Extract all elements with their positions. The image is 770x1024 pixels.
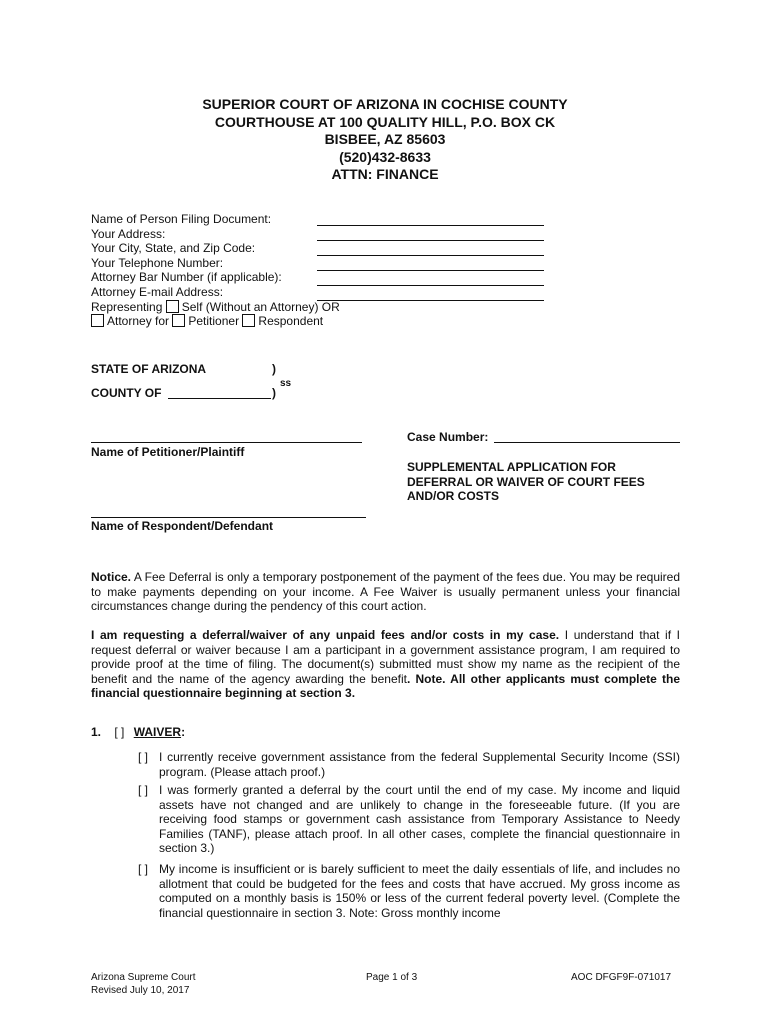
header-phone: (520)432-8633 bbox=[339, 148, 431, 165]
email-line[interactable] bbox=[317, 300, 544, 301]
request-lead: I am requesting a deferral/waiver of any unpaid fees and/or costs in my case. bbox=[91, 628, 560, 642]
petitioner-checkbox[interactable] bbox=[172, 314, 185, 327]
county-label: COUNTY OF bbox=[91, 386, 162, 400]
attorney-for-checkbox[interactable] bbox=[91, 314, 104, 327]
section-number: 1. bbox=[91, 725, 102, 739]
court-header bbox=[0, 96, 770, 184]
item-checkbox[interactable]: [ ] bbox=[138, 783, 149, 797]
header-city: BISBEE, AZ 85603 bbox=[324, 131, 446, 148]
filer-name-line[interactable] bbox=[317, 225, 544, 226]
header-attn: ATTN: FINANCE bbox=[331, 166, 439, 183]
venue-paren: ) bbox=[272, 362, 276, 376]
title-line: DEFERRAL OR WAIVER OF COURT FEES bbox=[407, 474, 645, 489]
title-line: SUPPLEMENTAL APPLICATION FOR bbox=[407, 460, 616, 474]
notice-paragraph bbox=[91, 570, 680, 614]
section-1-heading bbox=[91, 725, 185, 740]
city-line[interactable] bbox=[317, 255, 544, 256]
field-label: Your Address: bbox=[91, 226, 166, 241]
request-text: I understand that if I request deferral or waiver because I am a participant in a government assistance program, I am required to provide proof at the time of filing. The document(s) submitted must show my name as the recipient of the benefit and the name of the agency awarding the benefit bbox=[91, 628, 681, 686]
field-label: Attorney Bar Number (if applicable): bbox=[91, 270, 282, 285]
notice-text: A Fee Deferral is only a temporary postponement of the payment of the fees due. You may be required to make payments depending on your income. A Fee Waiver is usually permanent unless your financial circumstances change during the pendency of this court action. bbox=[91, 570, 680, 614]
petitioner-line[interactable] bbox=[91, 442, 362, 443]
case-number-line[interactable] bbox=[494, 442, 680, 443]
field-label: Your City, State, and Zip Code: bbox=[91, 241, 256, 256]
representing-row bbox=[91, 300, 340, 315]
self-label: Self (Without an Attorney) OR bbox=[181, 299, 340, 314]
waiver-item bbox=[138, 750, 680, 779]
venue-paren: ) bbox=[272, 386, 276, 400]
footer-revised: Revised July 10, 2017 bbox=[91, 984, 190, 996]
header-courthouse: COURTHOUSE AT 100 QUALITY HILL, P.O. BOX CK bbox=[214, 113, 556, 130]
telephone-line[interactable] bbox=[317, 270, 544, 271]
representing-label: Representing bbox=[91, 299, 163, 314]
waiver-colon: : bbox=[181, 725, 186, 739]
address-line[interactable] bbox=[317, 240, 544, 241]
respondent-line[interactable] bbox=[91, 517, 366, 518]
state-label: STATE OF ARIZONA bbox=[91, 362, 207, 376]
footer-page-number: Page 1 of 3 bbox=[366, 972, 418, 983]
waiver-item bbox=[138, 862, 680, 920]
footer-form-code: AOC DFGF9F-071017 bbox=[571, 972, 672, 983]
respondent-checkbox[interactable] bbox=[242, 314, 255, 327]
attorney-for-label: Attorney for bbox=[107, 314, 170, 329]
petitioner-caption-label: Name of Petitioner/Plaintiff bbox=[91, 445, 245, 459]
item-checkbox[interactable]: [ ] bbox=[138, 750, 149, 764]
petitioner-label: Petitioner bbox=[188, 314, 240, 329]
header-court-name: SUPERIOR COURT OF ARIZONA IN COCHISE COUNTY bbox=[202, 96, 568, 112]
item-text: I was formerly granted a deferral by the court until the end of my case. My income and liquid assets have not changed and are unlikely to change in the foreseeable future. (If you are receiving food stamps or government cash assistance from Temporary Assistance to Needy Families (TANF), please attach proof. In all other cases, complete the financial questionnaire in section 3.) bbox=[159, 783, 680, 856]
title-line: AND/OR COSTS bbox=[407, 489, 500, 504]
ss-label: ss bbox=[280, 378, 292, 389]
case-number-label: Case Number: bbox=[407, 430, 489, 444]
self-checkbox[interactable] bbox=[166, 300, 179, 313]
county-line[interactable] bbox=[168, 398, 271, 399]
filer-fields bbox=[91, 212, 340, 329]
notice-label: Notice. bbox=[91, 570, 132, 584]
field-label: Attorney E-mail Address: bbox=[91, 284, 224, 299]
respondent-label: Respondent bbox=[258, 314, 324, 329]
footer-court: Arizona Supreme Court bbox=[91, 972, 196, 983]
bar-number-line[interactable] bbox=[317, 285, 544, 286]
footer-left bbox=[91, 972, 196, 997]
request-paragraph bbox=[91, 628, 680, 701]
respondent-caption-label: Name of Respondent/Defendant bbox=[91, 519, 274, 533]
item-text: I currently receive government assistance from the federal Supplemental Security Income (SSI) program. (Please attach proof.) bbox=[159, 750, 680, 779]
waiver-item bbox=[138, 783, 680, 856]
field-label: Name of Person Filing Document: bbox=[91, 212, 272, 226]
attorney-row bbox=[91, 314, 340, 329]
request-note: . Note. All other applicants must complete the financial questionnaire beginning at section 3. bbox=[91, 671, 680, 701]
field-label: Your Telephone Number: bbox=[91, 255, 224, 270]
item-checkbox[interactable]: [ ] bbox=[138, 862, 149, 876]
waiver-checkbox[interactable]: [ ] bbox=[114, 725, 125, 739]
item-text: My income is insufficient or is barely sufficient to meet the daily essentials of life, and includes no allotment that could be budgeted for the fees and costs that have accrued. My gross income as computed on a monthly basis is 150% or less of the current federal poverty level. (Complete the financial questionnaire in section 3. Note: Gross monthly income bbox=[159, 862, 680, 920]
waiver-title: WAIVER bbox=[133, 725, 182, 739]
document-title bbox=[407, 460, 645, 504]
